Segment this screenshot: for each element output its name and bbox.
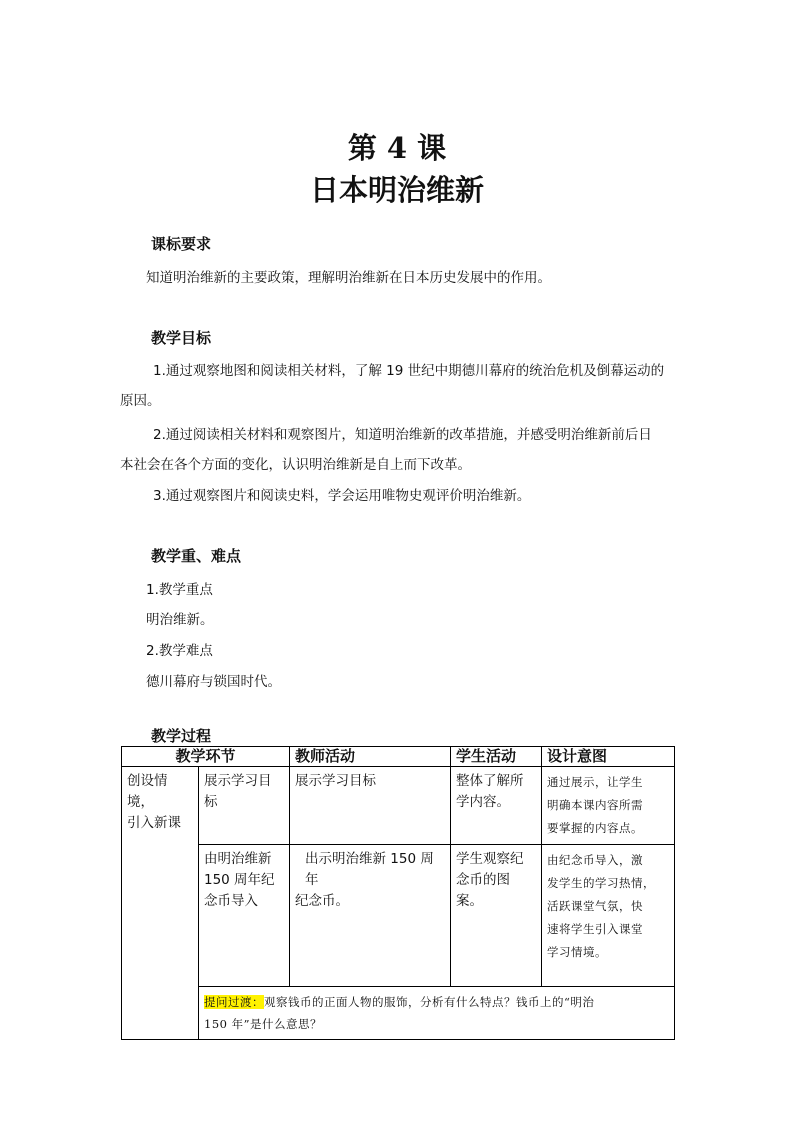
keypoint-text-1: 明治维新。 [146,612,214,628]
intent-line: 速将学生引入课堂 [547,922,644,936]
objectives-heading: 教学目标 [151,329,212,347]
intent-cell [542,845,675,987]
intent-line: 由纪念币导入，激 [547,853,644,867]
intent-line: 活跃课堂气氛，快 [547,899,644,913]
teacher-cell [290,845,451,987]
student-line: 学内容。 [456,794,511,810]
objective-2-line-2: 本社会在各个方面的变化，认识明治维新是自上而下改革。 [120,457,471,473]
transition-highlight: 提问过渡： [204,995,264,1009]
teacher-line: 展示学习目标 [295,773,377,789]
teaching-process-table [121,746,675,1040]
transition-line-2: 150 年”是什么意思？ [204,1017,322,1031]
teacher-line: 出示明治维新 150 周年 [305,851,434,888]
header-teacher: 教师活动 [290,747,451,767]
intent-line: 学习情境。 [547,945,608,959]
step-line: 展示学习目 [204,773,272,789]
student-line: 学生观察纪 [456,851,524,867]
stage-line-2: 引入新课 [127,815,181,831]
header-stage: 教学环节 [122,747,290,767]
step-cell [199,845,290,987]
student-cell [451,767,542,845]
objective-1-line-1: 1.通过观察地图和阅读相关材料，了解 19 世纪中期德川幕府的统治危机及倒幕运动的 [153,363,665,379]
lesson-number: 第 4 课 [347,131,447,165]
keypoint-text-2: 德川幕府与锁国时代。 [146,674,281,690]
student-line: 念币的图案。 [456,872,511,909]
requirements-text: 知道明治维新的主要政策，理解明治维新在日本历史发展中的作用。 [146,270,551,286]
teacher-cell [290,767,451,845]
step-cell [199,767,290,845]
intent-line: 明确本课内容所需 [547,798,644,812]
step-line: 由明治维新 [204,851,272,867]
objective-1-line-2: 原因。 [120,393,161,409]
stage-cell [122,767,199,1040]
transition-text: 观察钱币的正面人物的服饰，分析有什么特点？钱币上的“明治 [264,995,595,1009]
table-row [122,987,675,1040]
student-cell [451,845,542,987]
objective-2-line-1: 2.通过阅读相关材料和观察图片，知道明治维新的改革措施，并感受明治维新前后日 [153,427,652,443]
keypoint-label-2: 2.教学难点 [146,643,213,659]
lesson-title: 日本明治维新 [309,173,484,207]
header-student: 学生活动 [451,747,542,767]
intent-line: 发学生的学习热情， [547,876,656,890]
keypoints-heading: 教学重、难点 [151,547,242,565]
intent-line: 要掌握的内容点。 [547,821,644,835]
header-intent: 设计意图 [542,747,675,767]
table-row [122,845,675,987]
transition-question-cell [199,987,675,1040]
student-line: 整体了解所 [456,773,524,789]
teacher-line: 纪念币。 [295,893,350,909]
step-line: 标 [204,794,218,810]
intent-line: 通过展示，让学生 [547,775,644,789]
transition-line-1 [204,991,669,1013]
intent-cell [542,767,675,845]
requirements-heading: 课标要求 [151,235,212,253]
stage-line-1: 创设情境， [127,773,168,810]
table-header-row [122,747,675,767]
process-heading: 教学过程 [151,727,212,745]
step-line: 150 周年纪 [204,872,275,888]
keypoint-label-1: 1.教学重点 [146,582,213,598]
table-row [122,767,675,845]
step-line: 念币导入 [204,893,258,909]
objective-3: 3.通过观察图片和阅读史料，学会运用唯物史观评价明治维新。 [153,488,531,504]
